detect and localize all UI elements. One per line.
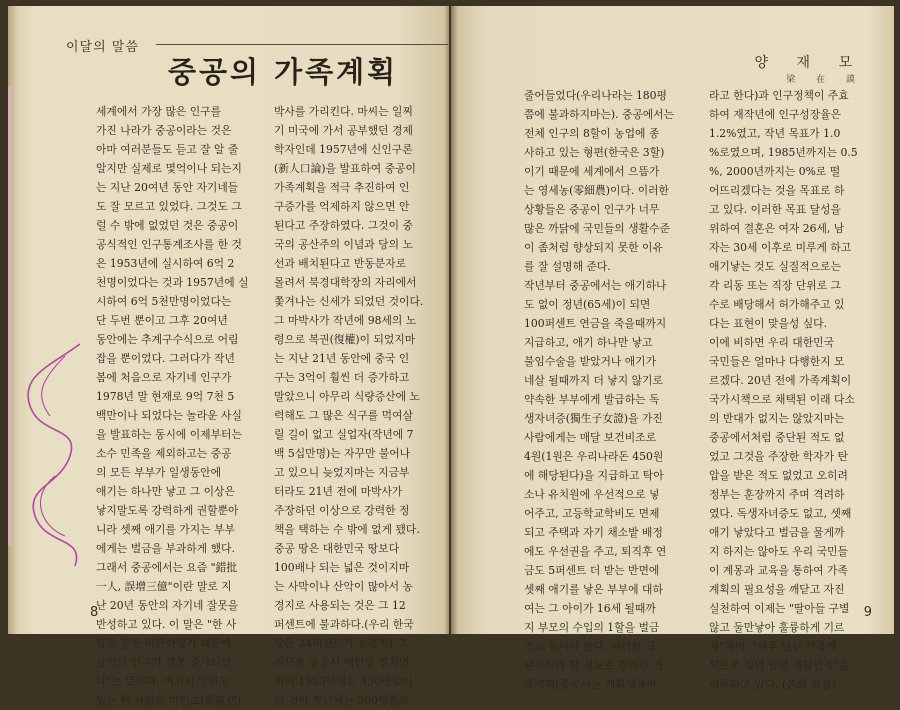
pen-scribble <box>10 336 100 576</box>
book-gutter <box>444 6 458 634</box>
title-rule <box>156 44 448 45</box>
page-number-right: 9 <box>863 605 872 620</box>
page-number-left: 8 <box>90 605 99 620</box>
author-hanja: 梁 在 謨 <box>786 75 864 85</box>
magazine-spread <box>8 6 894 707</box>
article-title: 중공의 가족계획 <box>168 55 399 89</box>
right-page <box>451 6 894 691</box>
author-name: 양 재 모 <box>754 55 864 71</box>
text-column-3: 줄어들었다(우리나라는 180평 쯤에 불과하지마는). 중공에서는 전체 인구의 8할이 농업에 종 사하고 있는 형편(한국은 3할) 이기 때문에 세계에서 으뜸가 는 영세농(零細農)이다. 이러한 상황들은 중공이 인구가 너무 많은 까닭에 국민들의 생활수준 이 좀처럼 향상되지 못한 이유 를 잘 설명해 준다. 작년부터 중공에서는 애기하나 도 없이 정년(65세)이 되면 100퍼센트 연금을 죽을때까지 지급하고, 애기 하나만 낳고 불임수술을 받았거나 애기가 네살 될때까지 더 낳지 않기로 약속한 부부에게 발급하는 독 생자녀증(獨生子女證)을 가진 사람에게는 매달 보건비조로 4원(1원은 우리나라돈 450원 에 해당된다)을 지급하고 탁아 소나 유치원에 우선적으로 넣 어주고, 고등학교학비도 면제 되고 주택과 자기 채소밭 배정 에도 우선권을 주고, 퇴직후 연 금도 5퍼센트 더 받는 반면에 셋째 애기를 낳은 부부에 대하 여는 그 아이가 16세 될때까 지 부모의 수입의 1할을 벌금 조로 물어야 한다. 이러한 극 단적이라 할 정도로 강력한 가 족계획(중공서는 계획생육이 <box>524 89 675 691</box>
left-page <box>8 6 449 707</box>
text-column-2: 박사를 가리킨다. 마씨는 일찌 기 미국에 가서 공부했던 경제 학자인데 1957년에 신인구론 (新人口論)을 발표하여 중공이 가족계획을 적극 추진하여 인 구증가를 억제하지 않으면 안 된다고 주장하였다. 그것이 중 국의 공산주의 이념과 당의 노 선과 배치된다고 반동분자로 몰려서 북경대학장의 자리에서 쫓겨나는 신세가 되었던 것이다. 그 마박사가 작년에 98세의 노 령으로 복권(復權)이 되었지마 는 지난 21년 동안에 중국 인 구는 3억이 훨씬 더 증가하고 말았으니 아무리 식량증산에 노 력해도 그 많은 식구를 먹여살 릴 길이 없고 실업자(작년에 7 백 5십만명)는 자꾸만 불어나 고 있으니 늦었지마는 지금부 터라도 21년 전에 마박사가 주장하던 이상으로 강력한 정 책을 택하는 수 밖에 없게 됐다. 중공 땅은 대한민국 땅보다 100배나 되는 넓은 것이지마 는 사막이나 산악이 많아서 농 경지로 사용되는 것은 그 12 퍼센트에 불과하다.(우리 한국 땅은 24퍼센트가 농경지) 그 러므로 중공서 매인당 경지면 적이 1953년에는 450평쯤이 던 것이 작년에는 300평쯤로 <box>274 105 424 707</box>
text-column-1: 세계에서 가장 많은 인구를 가진 나라가 중공이라는 것은 아마 여러분들도 듣고 잘 알 줄 알지만 실제로 몇억이나 되는지 는 지난 20여년 동안 자기네들 도 잘 모르고 있었다. 그것도 그 럴 수 밖에 없었던 것은 중공이 공식적인 인구통계조사를 한 것 은 1953년에 실시하여 6억 2 천명이었다는 것과 1957년에 실 시하여 6억 5천만명이었다는 단 두번 뿐이고 그후 20여년 동안에는 추계구수식으로 어림 잡을 뿐이었다. 그러다가 작년 봄에 처음으로 자기네 인구가 1978년 말 현재로 9억 7천 5 백만이나 되었다는 놀라운 사실 을 발표하는 동시에 이제부터는 소수 민족을 제외하고는 중공 의 모든 부부가 일생동안에 애기는 하나만 낳고 그 이상은 낳지말도록 강력하게 권할뿐아 니라 셋째 애기를 가지는 부부 에게는 벌금을 부과하게 했다. 그래서 중공에서는 요즘 "錯批 一人, 誤增三億"이란 말로 지 난 20년 동안의 자기네 잘못을 반성하고 있다. 이 말은 "한 사 람을 잘못 비판하였기 때문에 삼억의 인구가 잘못 증가되었 다"는 뜻이다. 여기서 말하고 있는 한 사람은 마인초(馬寅初) <box>96 105 249 707</box>
text-column-4: 라고 한다)과 인구정책이 주효 하여 재작년에 인구성장율은 1.2%였고, 작년 목표가 1.0 %로였으며, 1985년까지는 0.5 %, 2000년까지는 0%로 떨 어뜨리겠다는 것을 목표로 하 고 있다. 이러한 목표 달성을 위하여 결혼은 여자 26세, 남 자는 30세 이후로 미루게 하고 애기낳는 것도 실질적으로는 각 리동 또는 직장 단위로 그 수로 배당해서 허가해주고 있 다는 표현이 맞을성 싶다. 이에 비하면 우리 대한민국 국민들은 얼마나 다행한지 모 르겠다. 20년 전에 가족계획이 국가시책으로 채택된 이래 다소 의 반대가 없지는 않았지마는 중공에서처럼 중단된 적도 없 었고 그것을 주장한 학자가 탄 압을 받은 적도 없었고 오히려 정부는 훈장까지 주며 격려하 였다. 독생자녀증도 없고, 셋째 애기 낳았다고 벌금을 물게까 지 하지는 않아도 우리 국민들 이 계몽과 교육을 통하여 가족 계획의 필요성을 깨닫고 자진 실천하여 이제는 "딸아들 구별 않고 둘만낳아 훌륭하게 기르 자"하며, "하루 앞선 가족계 획으로 십년 앞선 생활안정"을 이룩하고 있다. (본회 회장) <box>709 89 858 691</box>
section-label: 이달의 말씀 <box>66 40 139 55</box>
